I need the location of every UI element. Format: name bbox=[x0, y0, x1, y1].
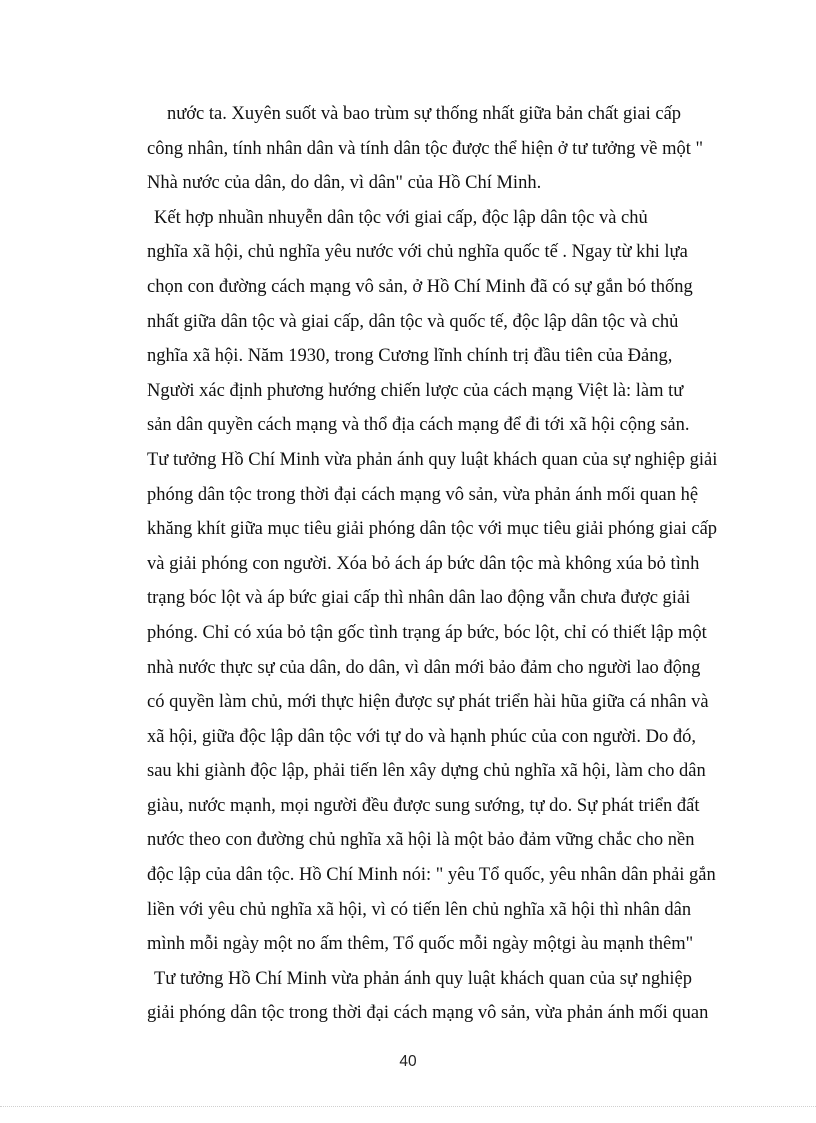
text-line: chọn con đường cách mạng vô sản, ở Hồ Chí Minh đã có sự gắn bó thống bbox=[147, 276, 693, 297]
text-line: sản dân quyền cách mạng và thổ địa cách mạng để đi tới xã hội cộng sản. bbox=[147, 415, 690, 436]
text-line: Tư tưởng Hồ Chí Minh vừa phản ánh quy luật khách quan của sự nghiệp giải bbox=[147, 449, 718, 470]
text-line: Nhà nước của dân, do dân, vì dân" của Hồ Chí Minh. bbox=[147, 173, 542, 194]
text-line: độc lập của dân tộc. Hồ Chí Minh nói: " yêu Tổ quốc, yêu nhân dân phải gắn bbox=[147, 865, 716, 886]
body-text bbox=[147, 97, 718, 1031]
text-line: Kết hợp nhuần nhuyễn dân tộc với giai cấp, độc lập dân tộc và chủ bbox=[154, 207, 648, 228]
text-line: trạng bóc lột và áp bức giai cấp thì nhân dân lao động vẫn chưa được giải bbox=[147, 588, 691, 609]
text-line: phóng dân tộc trong thời đại cách mạng vô sản, vừa phản ánh mối quan hệ bbox=[147, 484, 699, 505]
text-line: khăng khít giữa mục tiêu giải phóng dân tộc với mục tiêu giải phóng giai cấp bbox=[147, 519, 718, 540]
page-bottom-divider bbox=[0, 1106, 816, 1107]
text-line: sau khi giành độc lập, phải tiến lên xây dựng chủ nghĩa xã hội, làm cho dân bbox=[147, 761, 706, 782]
text-line: giàu, nước mạnh, mọi người đều được sung sướng, tự do. Sự phát triển đất bbox=[147, 795, 700, 816]
text-line: giải phóng dân tộc trong thời đại cách mạng vô sản, vừa phản ánh mối quan bbox=[147, 1003, 709, 1024]
text-line: nước theo con đường chủ nghĩa xã hội là một bảo đảm vững chắc cho nền bbox=[147, 830, 695, 851]
text-line: nhà nước thực sự của dân, do dân, vì dân mới bảo đảm cho người lao động bbox=[147, 657, 701, 678]
text-line: nước ta. Xuyên suốt và bao trùm sự thống nhất giữa bản chất giai cấp bbox=[167, 104, 682, 124]
text-line: và giải phóng con người. Xóa bỏ ách áp bức dân tộc mà không xúa bỏ tình bbox=[147, 553, 700, 574]
text-line: có quyền làm chủ, mới thực hiện được sự phát triển hài hũa giữa cá nhân và bbox=[147, 692, 709, 713]
text-line: nghĩa xã hội. Năm 1930, trong Cương lĩnh chính trị đầu tiên của Đảng, bbox=[147, 346, 673, 367]
text-line: nghĩa xã hội, chủ nghĩa yêu nước với chủ nghĩa quốc tế . Ngay từ khi lựa bbox=[147, 242, 688, 263]
text-line: xã hội, giữa độc lập dân tộc với tự do và hạnh phúc của con người. Do đó, bbox=[147, 726, 697, 747]
text-line: nhất giữa dân tộc và giai cấp, dân tộc và quốc tế, độc lập dân tộc và chủ bbox=[147, 311, 679, 332]
text-line: Người xác định phương hướng chiến lược của cách mạng Việt là: làm tư bbox=[147, 380, 684, 401]
text-line: công nhân, tính nhân dân và tính dân tộc được thể hiện ở tư tưởng về một " bbox=[147, 138, 704, 159]
text-line: liền với yêu chủ nghĩa xã hội, vì có tiến lên chủ nghĩa xã hội thì nhân dân bbox=[147, 899, 692, 920]
text-line: phóng. Chỉ có xúa bỏ tận gốc tình trạng áp bức, bóc lột, chỉ có thiết lập một bbox=[147, 622, 707, 643]
text-line: Tư tưởng Hồ Chí Minh vừa phản ánh quy luật khách quan của sự nghiệp bbox=[154, 968, 692, 989]
text-line: mình mỗi ngày một no ấm thêm, Tổ quốc mỗi ngày mộtgi àu mạnh thêm" bbox=[147, 934, 694, 955]
page-number: 40 bbox=[399, 1053, 417, 1070]
